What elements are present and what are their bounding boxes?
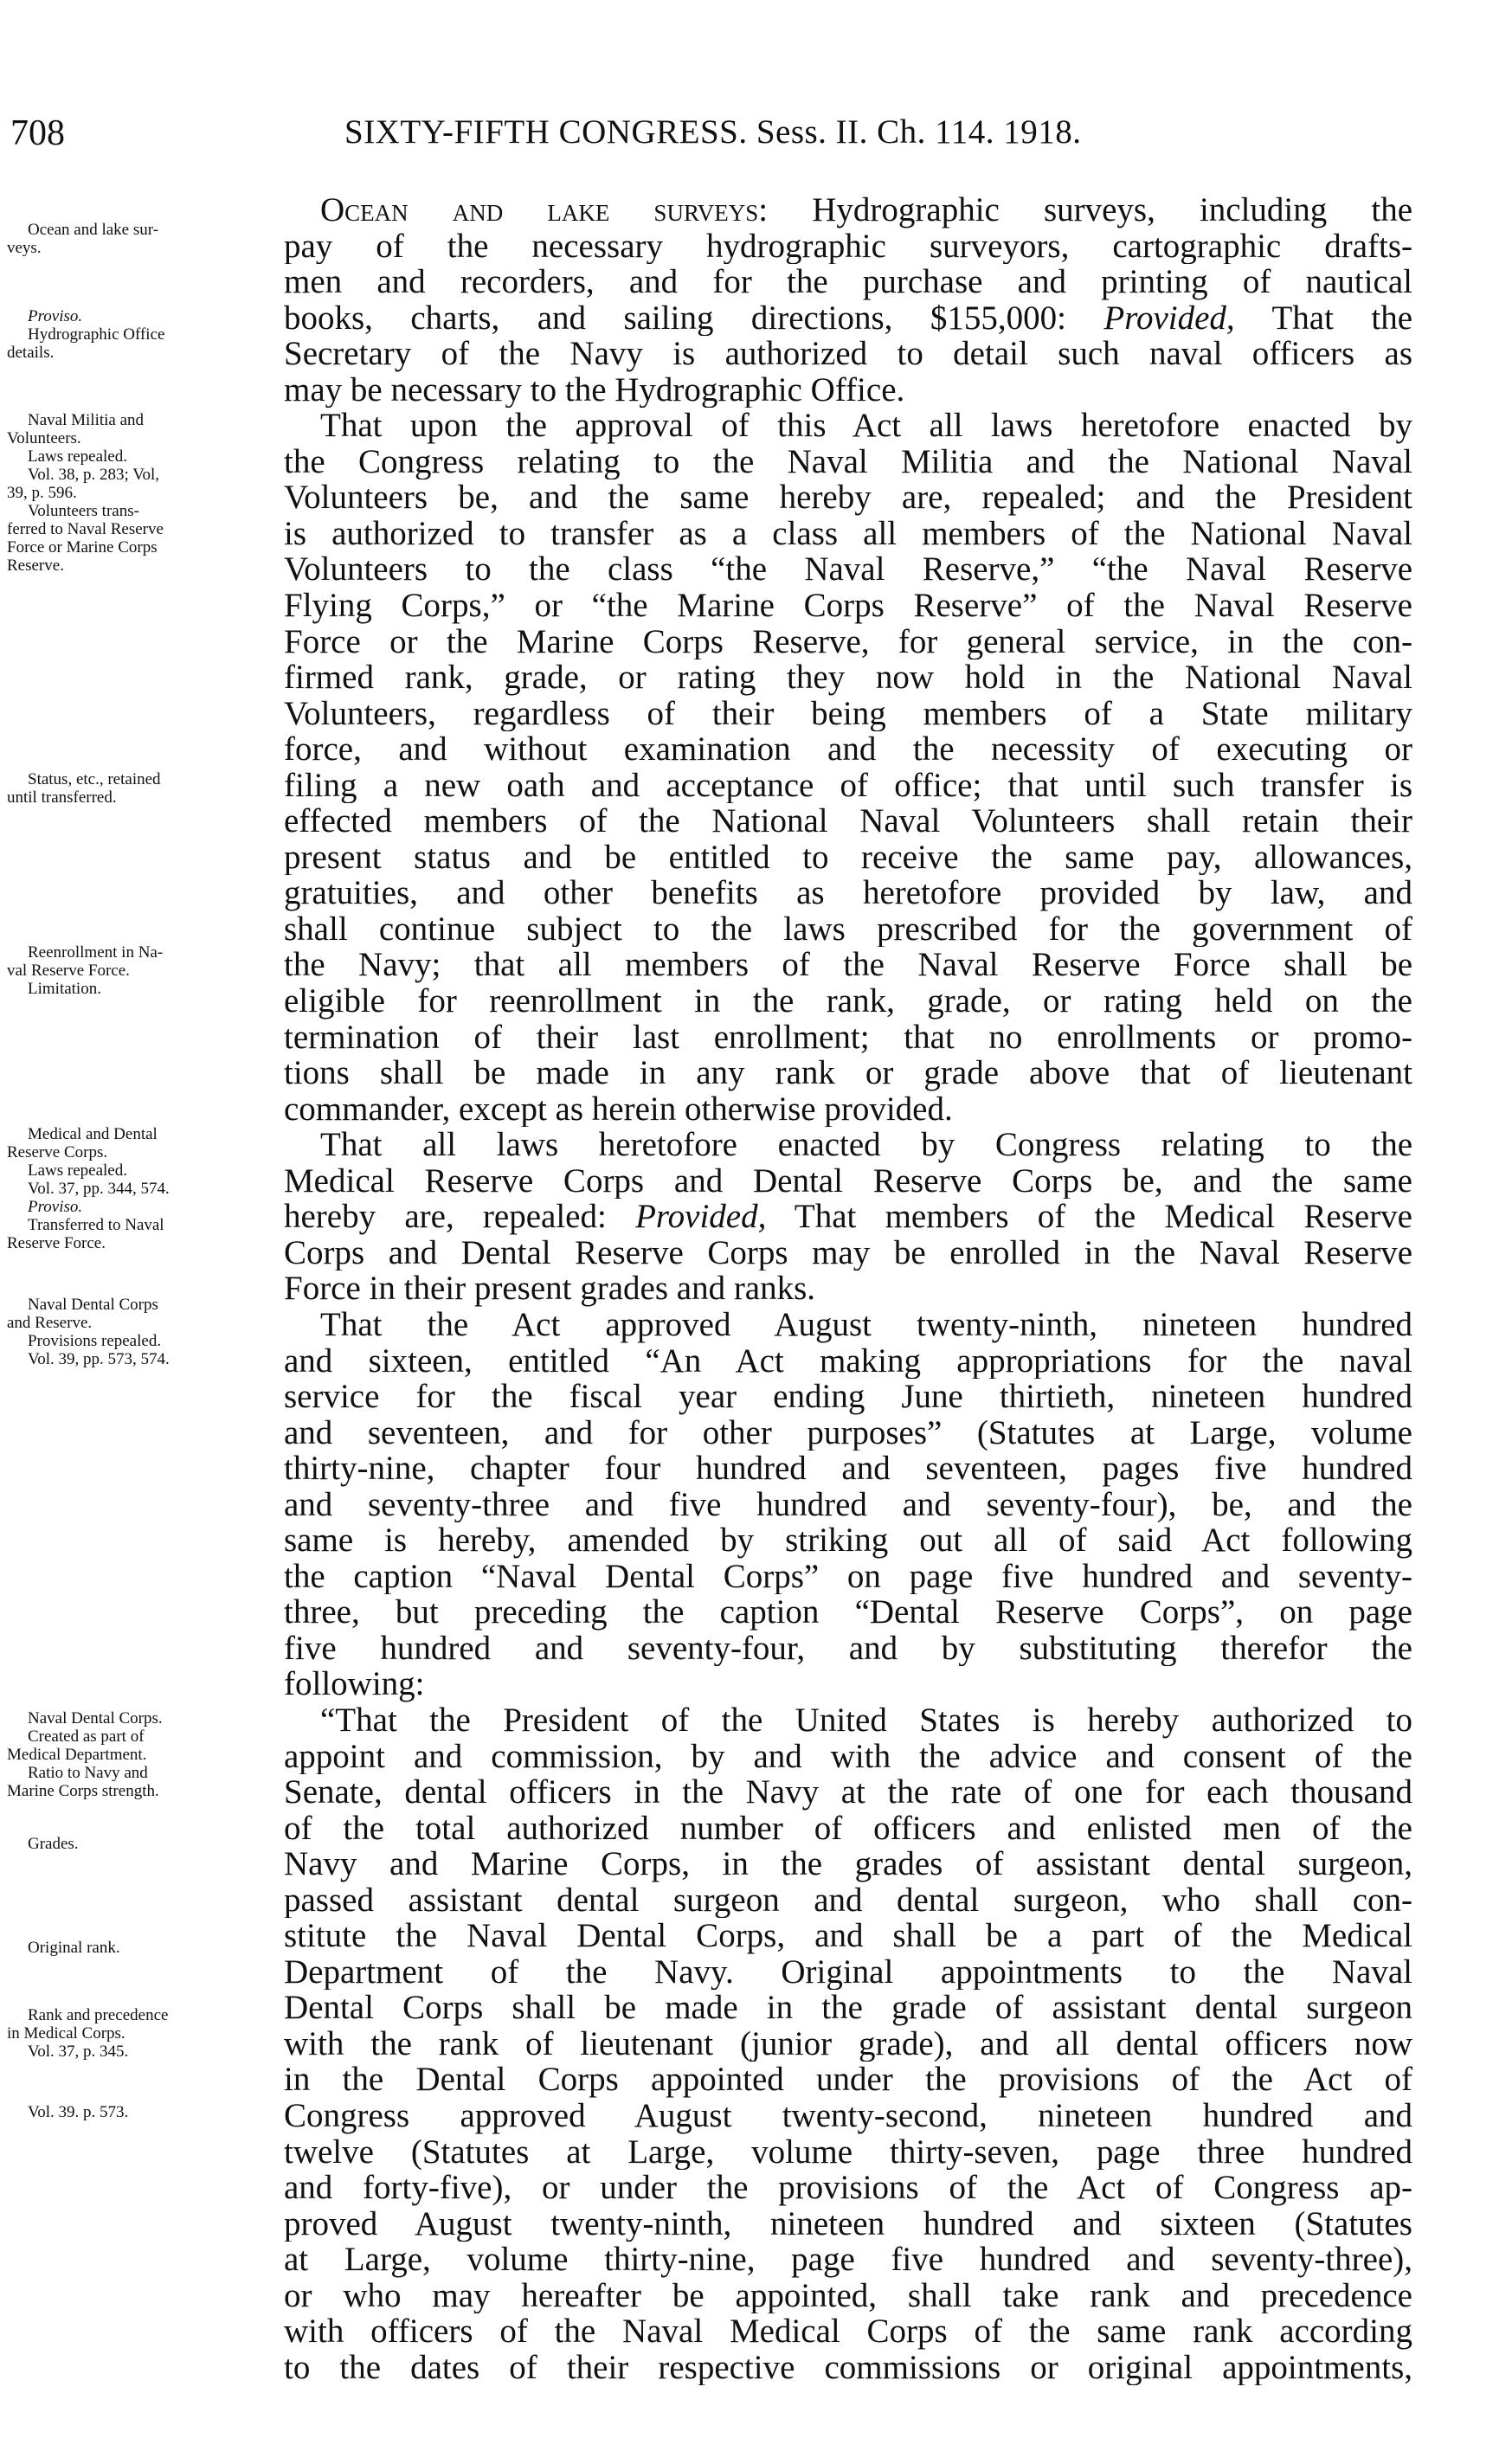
margin-note-naval-dental-corps-reserve [7,1296,282,1368]
margin-note-rank-precedence [7,2006,282,2061]
text-line: That the Act approved August twenty-ninth, nineteen hundred [320,1306,1412,1343]
text-line: Dental Corps shall be made in the grade of assistant dental surgeon [284,1990,1412,2026]
margin-note-line: Marine Corps strength. [7,1782,159,1800]
proviso-word: Provided, [1103,299,1235,337]
margin-note-line: Provisions repealed. [28,1332,162,1350]
margin-note-line: Proviso. [28,307,83,325]
margin-note-line: Naval Dental Corps [28,1296,158,1314]
running-header [0,113,1512,173]
text-line: three, but preceding the caption “Dental Reserve Corps”, on page [284,1594,1412,1631]
margin-note-line: Reserve Corps. [7,1143,108,1161]
text-line: hereby are, repealed: Provided, That members of the Medical Reserve [284,1199,1412,1235]
text-line: “That the President of the United States is hereby authorized to [320,1702,1412,1739]
margin-note-hydrographic-proviso [7,307,282,362]
margin-note-line: Grades. [28,1835,79,1853]
text-line: the caption “Naval Dental Corps” on page five hundred and seventy- [284,1558,1412,1595]
text-line: at Large, volume thirty-nine, page five hundred and seventy-three), [284,2242,1412,2278]
margin-note-line: in Medical Corps. [7,2024,125,2043]
margin-note-line: Reenrollment in Na- [28,943,164,962]
margin-note-line: details. [7,344,55,362]
text-line: proved August twenty-ninth, nineteen hundred and sixteen (Statutes [284,2205,1412,2242]
margin-note-line: Medical and Dental [28,1125,158,1143]
text-line: thirty-nine, chapter four hundred and seventeen, pages five hundred [284,1451,1412,1487]
text-line: appoint and commission, by and with the advice and consent of the [284,1738,1412,1775]
text-line: with officers of the Naval Medical Corps of the same rank according [284,2313,1412,2350]
margin-note-line: Reserve. [7,556,64,575]
margin-note-line: Volunteers trans- [28,502,139,520]
text-line: Volunteers, regardless of their being members of a State military [284,695,1412,732]
margin-note-line: Status, etc., retained [28,770,161,788]
margin-note-line: Rank and precedence [28,2006,169,2024]
text-line: the Navy; that all members of the Naval Reserve Force shall be [284,947,1412,984]
margin-note-line: Transferred to Naval [28,1216,164,1234]
margin-note-line: until transferred. [7,788,117,807]
margin-note-line: Vol. 39. p. 573. [28,2103,129,2121]
margin-note-line: Laws repealed. [28,447,127,466]
text-line: and seventeen, and for other purposes” (Statutes at Large, volume [284,1414,1412,1451]
margin-note-original-rank [7,1939,282,1957]
text-line: following: [284,1666,425,1702]
margin-note-line: Vol. 37, p. 345. [28,2043,129,2061]
margin-note-line: Naval Dental Corps. [28,1709,163,1727]
text-line: Flying Corps,” or “the Marine Corps Reserve” of the Naval Reserve [284,588,1412,624]
text-line: pay of the necessary hydrographic surveyors, cartographic drafts- [284,228,1412,265]
margin-note-line: Hydrographic Office [28,325,165,344]
text-line: present status and be entitled to receive the same pay, allowances, [284,839,1412,876]
margin-note-line: veys. [7,239,42,257]
proviso-word: Provided, [635,1199,767,1235]
margin-note-naval-dental-corps [7,1709,282,1800]
margin-note-medical-dental-reserve [7,1125,282,1252]
margin-note-line: Ocean and lake sur- [28,221,159,239]
margin-note-line: Original rank. [28,1939,120,1957]
margin-note-line: Vol. 39, pp. 573, 574. [28,1350,170,1368]
text-line: service for the fiscal year ending June thirtieth, nineteen hundred [284,1379,1412,1415]
margin-note-line: Vol. 37, pp. 344, 574. [28,1180,170,1198]
text-line: Senate, dental officers in the Navy at the rate of one for each thousand [284,1774,1412,1811]
text-line: Navy and Marine Corps, in the grades of assistant dental surgeon, [284,1846,1412,1882]
margin-note-vol-39 [7,2103,282,2121]
text-line: in the Dental Corps appointed under the provisions of the Act of [284,2062,1412,2098]
margin-note-line: Force or Marine Corps [7,538,158,556]
text-line: and sixteen, entitled “An Act making appropriations for the naval [284,1342,1412,1380]
text-line: Force in their present grades and ranks. [284,1271,816,1307]
text-line: Department of the Navy. Original appointments to the Naval [284,1953,1412,1991]
text-line: twelve (Statutes at Large, volume thirty-seven, page three hundred [284,2133,1412,2171]
text-line: and seventy-three and five hundred and seventy-four), be, and the [284,1486,1412,1523]
margin-note-line: Reserve Force. [7,1234,106,1252]
margin-note-line: Naval Militia and [28,411,145,429]
margin-note-line: val Reserve Force. [7,962,130,980]
margin-note-ocean-surveys [7,221,282,257]
text-line: commander, except as herein otherwise provided. [284,1090,953,1128]
margin-note-line: and Reserve. [7,1314,93,1332]
text-line: shall continue subject to the laws prescribed for the government of [284,910,1412,948]
text-line: tions shall be made in any rank or grade above that of lieutenant [284,1055,1412,1091]
margin-note-line: Volunteers. [7,429,81,447]
text-line: Volunteers to the class “the Naval Reserve,” “the Naval Reserve [284,551,1412,589]
text-line: Congress approved August twenty-second, nineteen hundred and [284,2097,1412,2134]
text-line: books, charts, and sailing directions, $155,000: Provided, That the [284,299,1412,337]
text-line: same is hereby, amended by striking out all of said Act following [284,1522,1412,1559]
text-line: eligible for reenrollment in the rank, grade, or rating held on the [284,983,1412,1020]
text-line: Secretary of the Navy is authorized to detail such naval officers as [284,336,1412,372]
margin-note-line: Laws repealed. [28,1161,127,1180]
text-line: That upon the approval of this Act all laws heretofore enacted by [320,408,1412,444]
text-line: stitute the Naval Dental Corps, and shall be a part of the Medical [284,1918,1412,1954]
margin-note-line: Ratio to Navy and [28,1764,148,1782]
section-heading: Ocean and lake surveys: [320,192,769,228]
text-line: men and recorders, and for the purchase and printing of nautical [284,264,1412,300]
margin-note-line: Created as part of [28,1727,145,1746]
text-line: to the dates of their respective commissions or original appointments, [284,2349,1412,2386]
text-line: is authorized to transfer as a class all members of the National Naval [284,515,1412,552]
margin-note-reenrollment [7,943,282,998]
margin-note-naval-militia [7,411,282,575]
text-line: termination of their last enrollment; that no enrollments or promo- [284,1019,1412,1056]
text-line: Corps and Dental Reserve Corps may be enrolled in the Naval Reserve [284,1234,1412,1271]
text-line: with the rank of lieutenant (junior grade), and all dental officers now [284,2025,1412,2062]
text-line: gratuities, and other benefits as heretofore provided by law, and [284,875,1412,911]
margin-note-line: ferred to Naval Reserve [7,520,164,538]
text-line: effected members of the National Naval Volunteers shall retain their [284,803,1412,840]
text-line: Force or the Marine Corps Reserve, for general service, in the con- [284,623,1412,660]
margin-note-line: Limitation. [28,980,101,998]
margin-note-line: Vol. 38, p. 283; Vol, [28,466,160,484]
text-line: firmed rank, grade, or rating they now hold in the National Naval [284,659,1412,696]
text-line: passed assistant dental surgeon and dental surgeon, who shall con- [284,1882,1412,1919]
running-head: SIXTY-FIFTH CONGRESS. Sess. II. Ch. 114. 1918. [344,113,1082,151]
main-text [284,192,1412,2385]
margin-note-grades [7,1835,282,1853]
margin-note-status-retained [7,770,282,807]
text-line: five hundred and seventy-four, and by substituting therefor the [284,1630,1412,1667]
text-line: and forty-five), or under the provisions of the Act of Congress ap- [284,2170,1412,2206]
text-line: or who may hereafter be appointed, shall take rank and precedence [284,2277,1412,2314]
margin-note-line: Proviso. [28,1198,83,1216]
text-line: That all laws heretofore enacted by Congress relating to the [320,1127,1412,1163]
text-line: Medical Reserve Corps and Dental Reserve Corps be, and the same [284,1162,1412,1200]
margin-note-line: Medical Department. [7,1746,147,1764]
margin-note-line: 39, p. 596. [7,484,77,502]
page-number: 708 [10,113,65,153]
text-line: filing a new oath and acceptance of office; that until such transfer is [284,767,1412,804]
text-line: of the total authorized number of officers and enlisted men of the [284,1810,1412,1847]
text-line: Ocean and lake surveys: Hydrographic surveys, including the [320,192,1412,228]
text-line: may be necessary to the Hydrographic Office. [284,371,905,409]
text-line: force, and without examination and the necessity of executing or [284,731,1412,768]
text-line: Volunteers be, and the same hereby are, repealed; and the President [284,479,1412,516]
text-line: the Congress relating to the Naval Militia and the National Naval [284,443,1412,480]
